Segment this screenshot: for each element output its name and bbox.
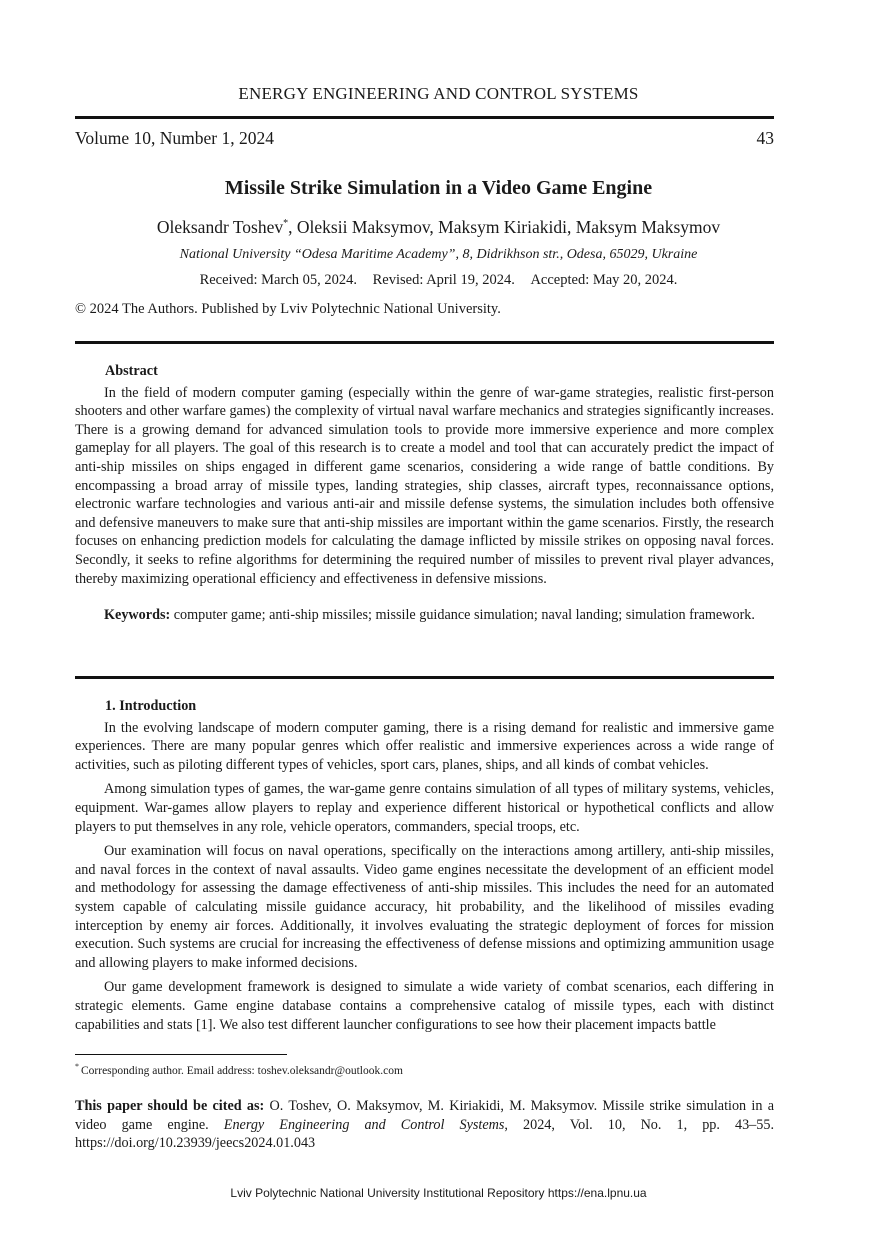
copyright-notice: © 2024 The Authors. Published by Lviv Polytechnic National University. (75, 301, 501, 317)
footnote-text: Corresponding author. Email address: toshev.oleksandr@outlook.com (81, 1065, 403, 1077)
citation-text: O. Toshev, O. Maksymov, M. Kiriakidi, M. Maksymov. Missile strike simulation in a video game engine. (75, 1098, 774, 1133)
submission-dates (0, 272, 877, 289)
accepted-date: Accepted: May 20, 2024. (530, 272, 678, 288)
author-list (0, 217, 877, 238)
paper-title: Missile Strike Simulation in a Video Game Engine (224, 177, 653, 199)
abstract-top-rule (75, 341, 774, 344)
intro-paragraph: Our game development framework is designed to simulate a wide variety of combat scenarios, each differing in strategic elements. Game engine database contains a comprehensive catalog of missile types, each with distinct capabilities and stats [1]. We also test different launcher configurations to see how their placement impacts battle (75, 979, 774, 1033)
footnote (75, 1062, 403, 1077)
keywords-label: Keywords: (104, 607, 171, 624)
first-author: Oleksandr Toshev (156, 217, 284, 237)
corresponding-author-mark: * (283, 218, 289, 230)
intro-paragraph: Among simulation types of games, the war-game genre contains simulation of all types of military systems, vehicles, equipment. War-games allow players to replay and experience different historical or hypothetical conflicts and allow players to put themselves in any role, vehicle operators, commanders, special troops, etc. (75, 781, 774, 835)
intro-paragraph: In the evolving landscape of modern computer gaming, there is a rising demand for realistic and immersive game experiences. There are many popular genres which offer realistic and immersive experiences across a wide range of activities, such as piloting different types of vehicles, sport cars, planes, ships, and all kinds of combat vehicles. (75, 719, 774, 773)
keywords-line (75, 606, 774, 625)
volume-label: Volume 10, Number 1, 2024 (75, 128, 274, 148)
affiliation: National University “Odesa Maritime Academy”, 8, Didrikhson str., Odesa, 65029, Ukraine (179, 247, 698, 262)
abstract-section (75, 362, 774, 625)
footnote-rule (75, 1054, 287, 1055)
intro-paragraph: Our examination will focus on naval operations, specifically on the interactions among artillery, anti-ship missiles, and naval forces in the context of naval assaults. Video game engines necessitate the development of an efficient model and methodology for assessing the damage effectiveness of anti-ship missiles. This includes the need for an automated system capable of calculating missile guidance accuracy, hit probability, and the likelihood of missiles evading interception by enemy air forces. Additionally, it involves evaluating the strategic deployment of forces for mission execution. Such systems are crucial for increasing the effectiveness of defense missions and optimizing ammunition usage and allowing players to make informed decisions. (75, 843, 774, 971)
abstract-text: In the field of modern computer gaming (especially within the genre of war-game strategies, realistic first-person shooters and other warfare games) the complexity of virtual naval warfare mechanics and strategies significantly increases. There is a growing demand for advanced simulation tools to provide more immersive experience and more complex gameplay for all players. The goal of this research is to create a model and tool that can accurately predict the impact of anti-ship missiles on ships engaged in different game scenarios, considering a wide range of battle conditions. By encompassing a broad array of missile types, landing strategies, ship classes, aircraft types, reconnaissance options, electronic warfare technologies and various anti-air and missile defense systems, the simulation includes both offensive and defensive maneuvers to make sure that anti-ship missiles are important within the game scenarios. Firstly, the research focuses on enhancing prediction models for calculating the damage inflicted by missile strikes on opposing naval forces. Secondly, it seeks to refine algorithms for determining the required number of missiles to prevent rival player advances, thereby maximizing operational efficiency and effectiveness in defensive missions. (75, 384, 774, 587)
revised-date: Revised: April 19, 2024. (372, 272, 515, 288)
abstract-bottom-rule (75, 676, 774, 679)
header-rule (75, 116, 774, 119)
abstract-heading: Abstract (105, 363, 158, 379)
introduction-heading: 1. Introduction (105, 698, 197, 714)
citation-journal: Energy Engineering and Control Systems (223, 1116, 505, 1133)
received-date: Received: March 05, 2024. (199, 272, 358, 288)
journal-title: ENERGY ENGINEERING AND CONTROL SYSTEMS (238, 84, 639, 103)
citation-block (75, 1097, 774, 1153)
citation-label: This paper should be cited as: (75, 1098, 265, 1114)
footnote-mark: * (75, 1062, 79, 1072)
volume-row (75, 128, 774, 149)
other-authors: , Oleksii Maksymov, Maksym Kiriakidi, Maksym Maksymov (288, 217, 721, 237)
introduction-section (75, 697, 774, 1040)
repository-footer: Lviv Polytechnic National University Institutional Repository https://ena.lpnu.ua (230, 1186, 647, 1200)
page-number: 43 (756, 128, 774, 148)
citation-details: , 2024, Vol. 10, No. 1, pp. 43–55. https://doi.org/10.23939/jeecs2024.01.043 (75, 1116, 775, 1152)
keywords-text: computer game; anti-ship missiles; missile guidance simulation; naval landing; simulation framework. (170, 607, 755, 624)
